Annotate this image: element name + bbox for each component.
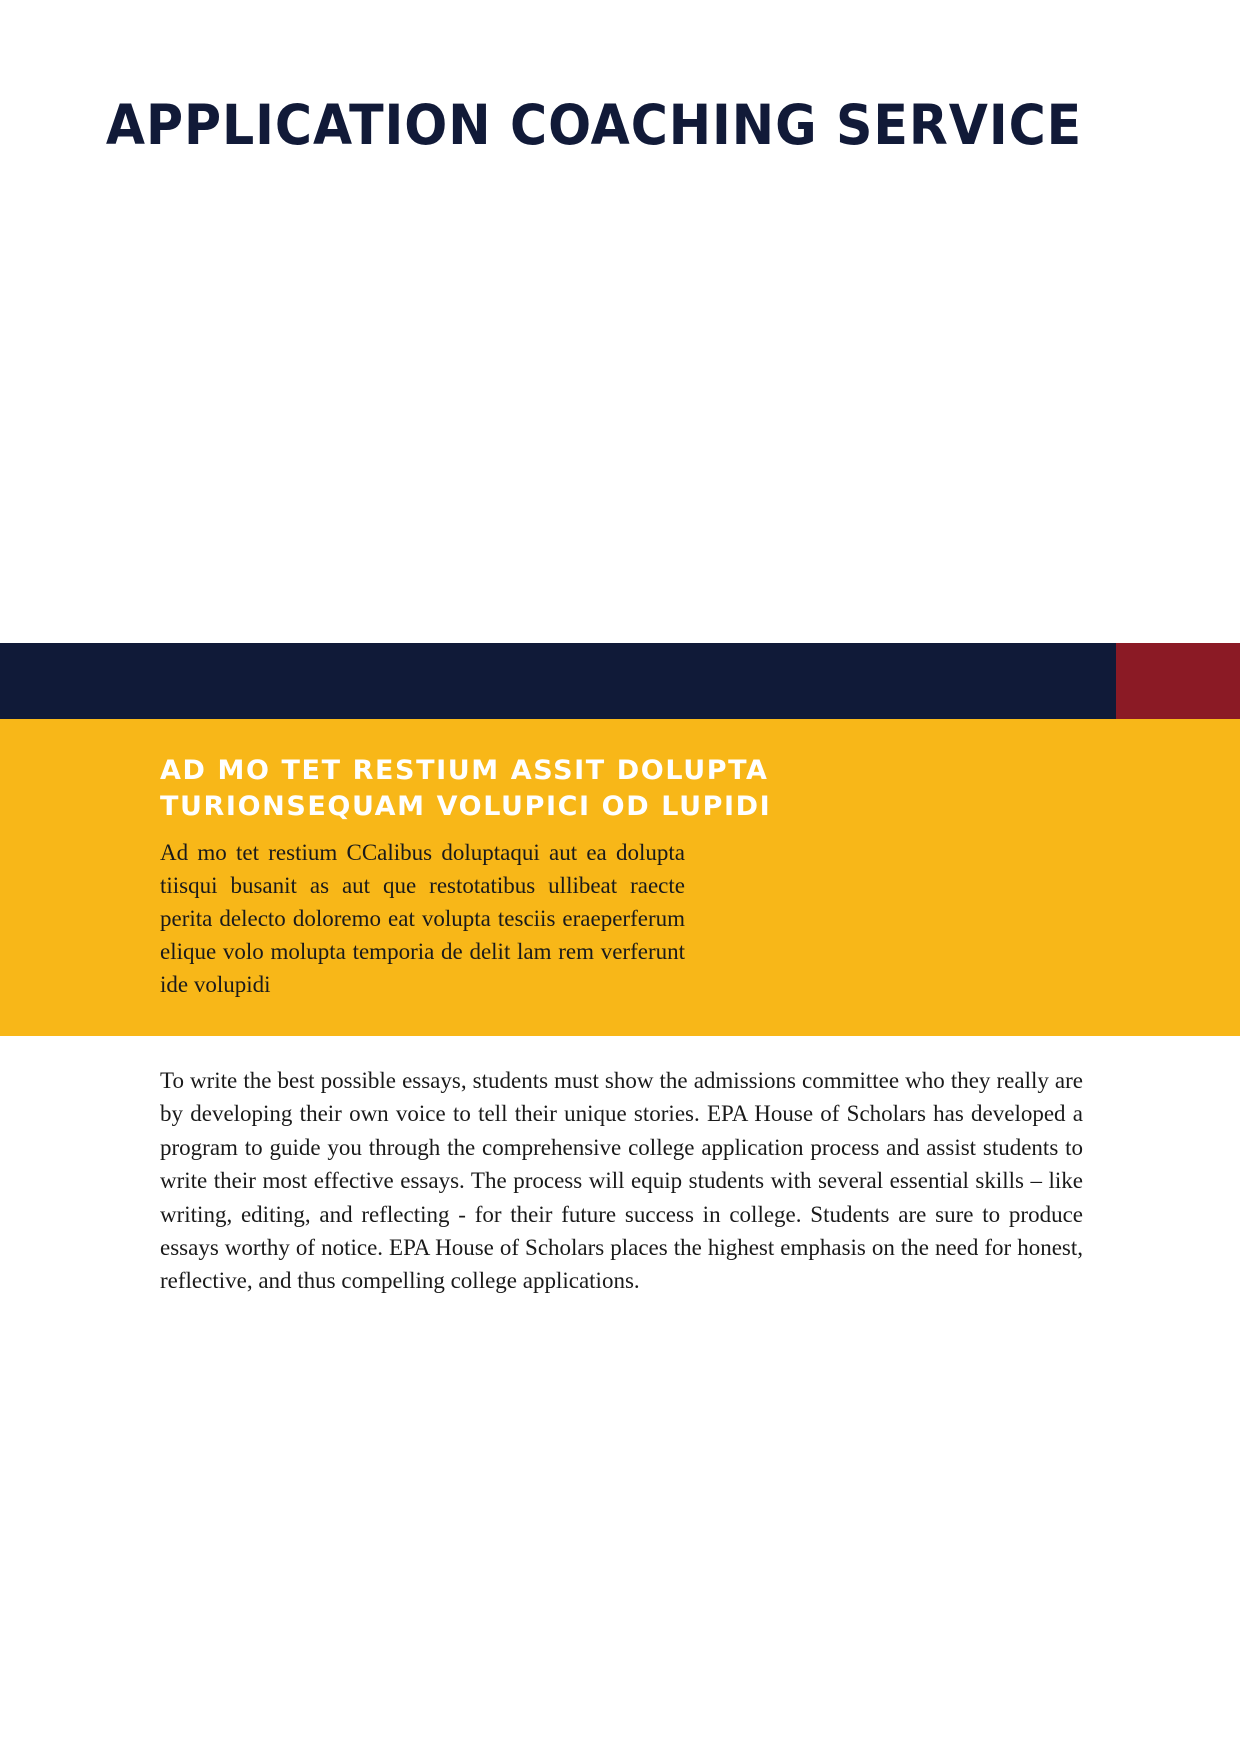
callout-text: Ad mo tet restium CCalibus doluptaqui aut ea dolupta tiisqui busanit as aut que restotatibus ullibeat raecte perita delecto doloremo eat volupta tesciis eraeperferum elique volo molupta temporia de delit lam rem verferunt ide volupidi bbox=[160, 840, 685, 997]
page-title: APPLICATION COACHING SERVICE bbox=[105, 93, 1082, 157]
callout-heading: AD MO TET RESTIUM ASSIT DOLUPTA TURIONSEQUAM VOLUPICI OD LUPIDI bbox=[160, 755, 772, 822]
red-accent-block bbox=[1116, 643, 1240, 719]
body-paragraph: To write the best possible essays, students must show the admissions committee who they really are by developing their own voice to tell their unique stories. EPA House of Scholars has developed a program to guide you through the comprehensive college application process and assist students to write their most effective essays. The process will equip students with several essential skills – like writing, editing, and reflecting - for their future success in college. Students are sure to produce essays worthy of notice. EPA House of Scholars places the highest emphasis on the need for honest, reflective, and thus compelling college applications. bbox=[160, 1068, 1083, 1294]
navy-band bbox=[0, 643, 1116, 719]
